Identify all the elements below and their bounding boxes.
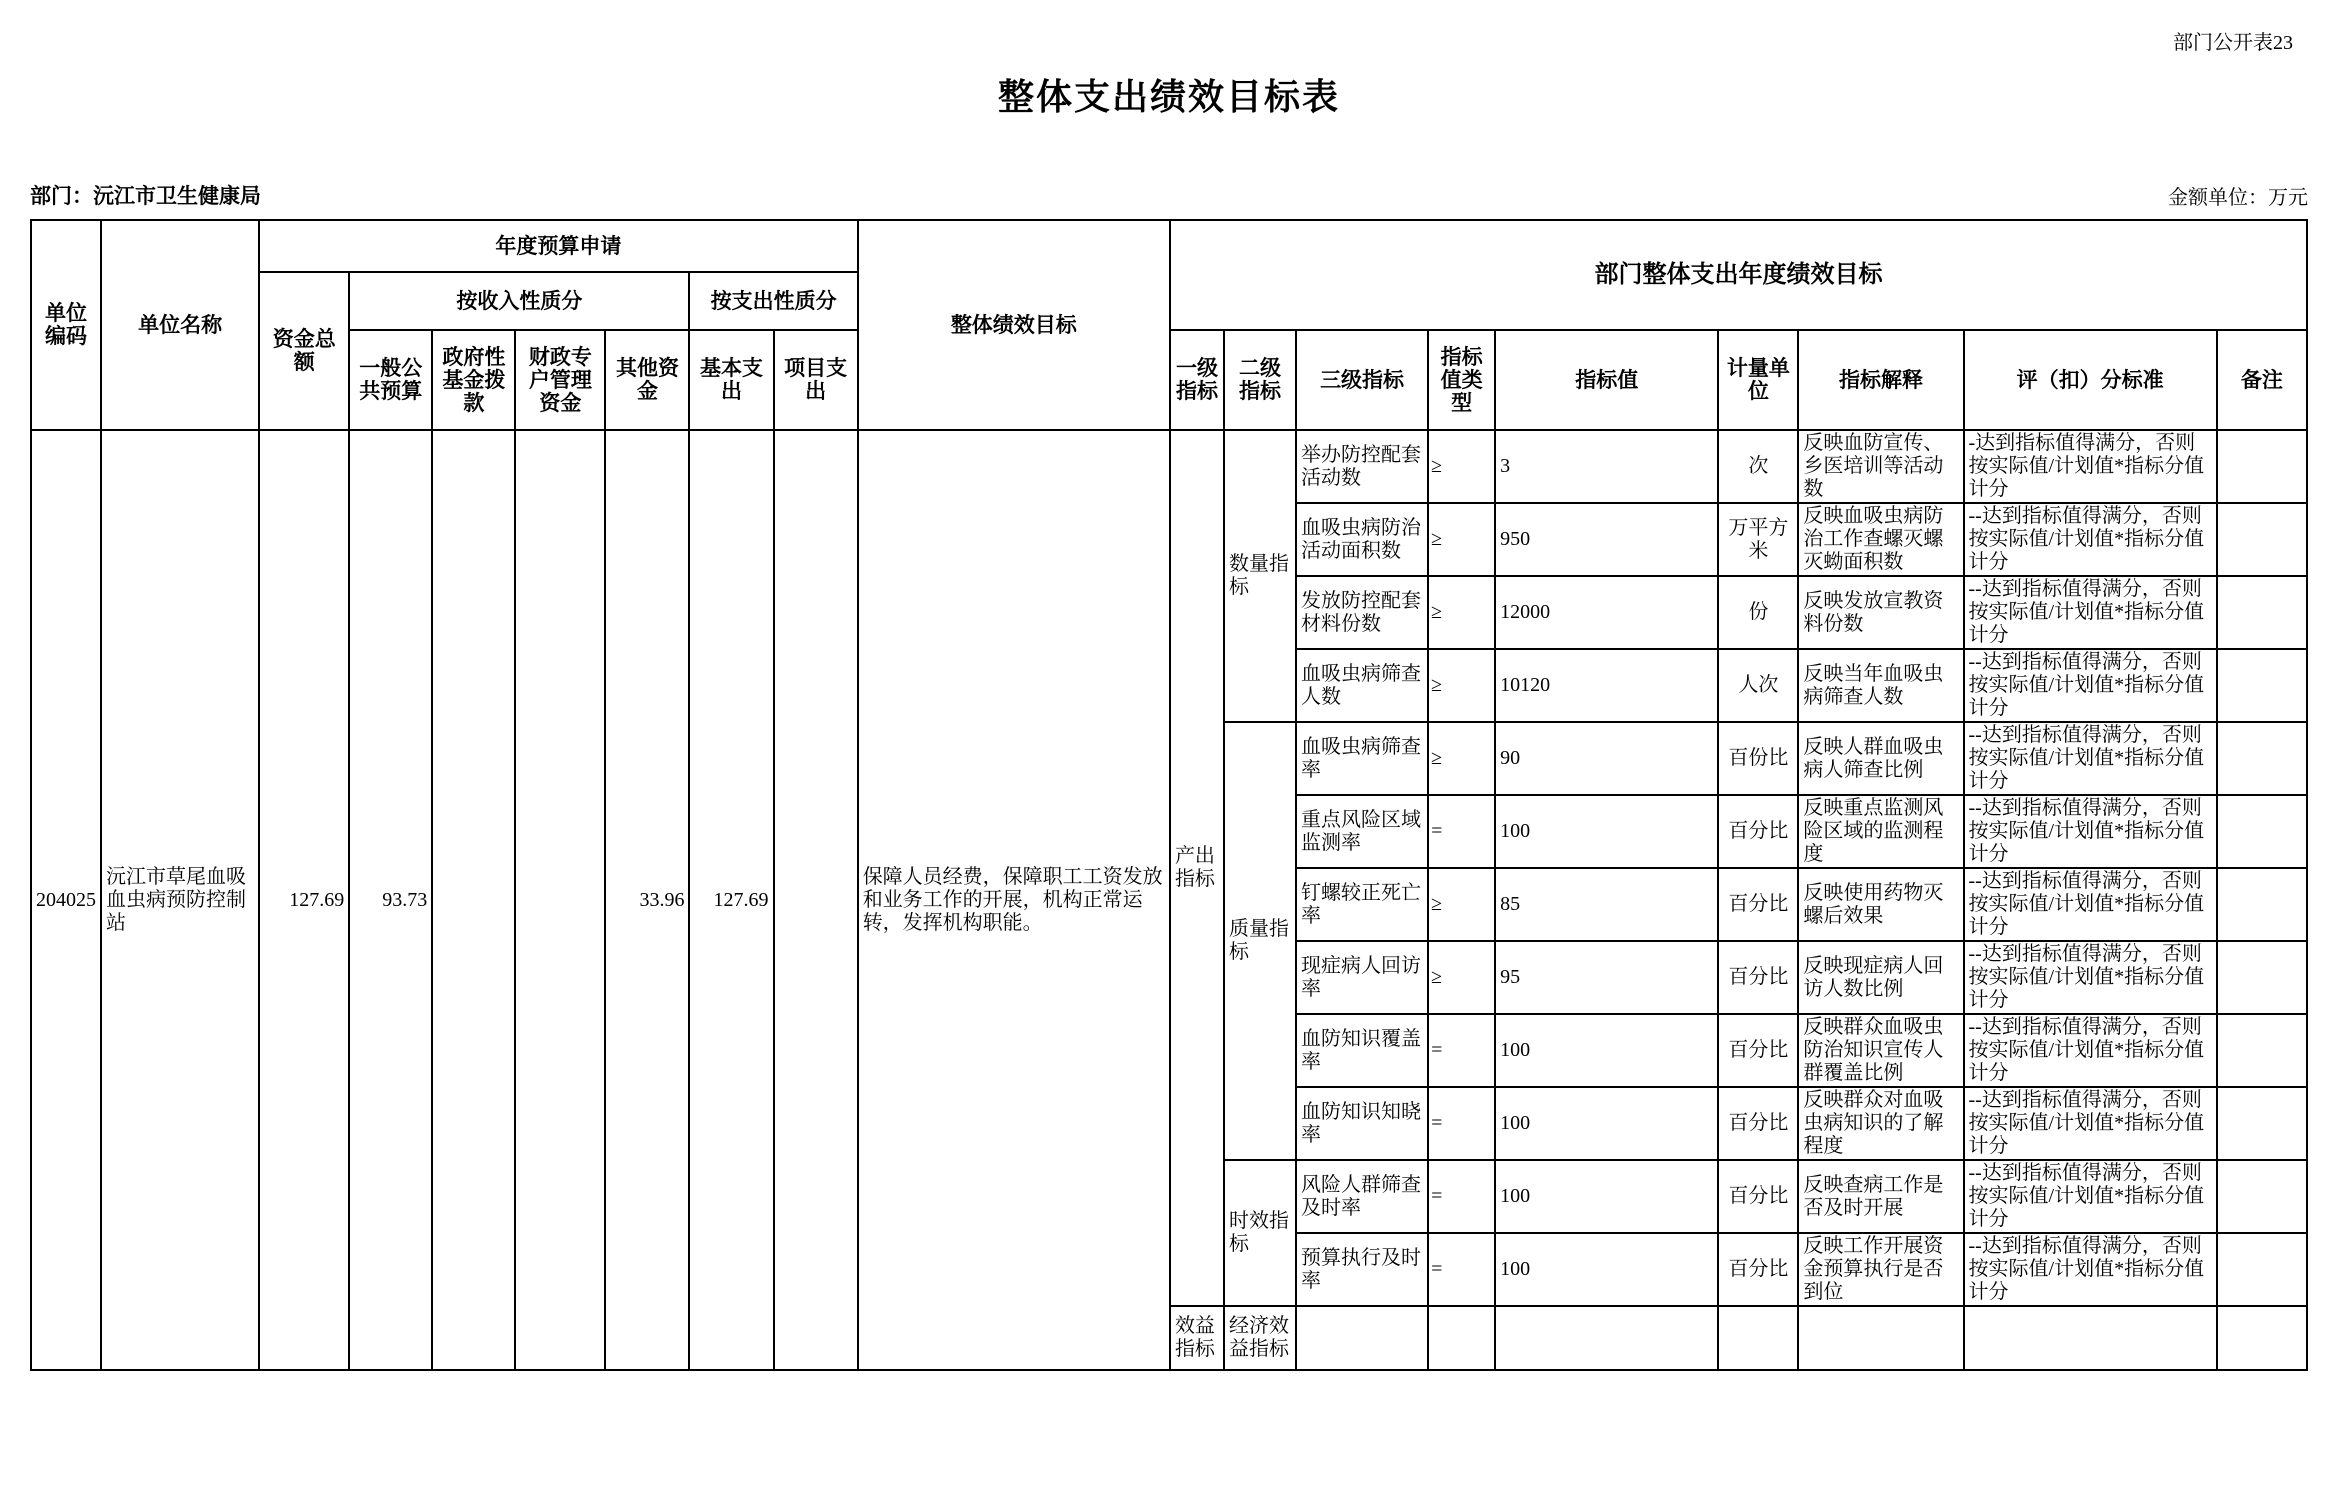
indicator-explain: 反映查病工作是否及时开展 <box>1798 1160 1963 1233</box>
indicator-type: ≥ <box>1428 503 1495 576</box>
indicator-name: 血防知识覆盖率 <box>1296 1014 1428 1087</box>
col-header-by-income: 按收入性质分 <box>349 272 689 330</box>
indicator-note <box>2217 795 2307 868</box>
indicator-value: 100 <box>1495 1014 1718 1087</box>
level2-economic-benefit-cell: 经济效益指标 <box>1224 1306 1296 1370</box>
indicator-note <box>2217 576 2307 649</box>
indicator-standard <box>1964 1306 2217 1370</box>
indicator-name: 血吸虫病筛查率 <box>1296 722 1428 795</box>
col-header-general-public-budget: 一般公共预算 <box>349 330 432 430</box>
indicator-type: ≥ <box>1428 722 1495 795</box>
indicator-explain: 反映血防宣传、乡医培训等活动数 <box>1798 430 1963 503</box>
indicator-note <box>2217 1087 2307 1160</box>
col-header-overall-goal: 整体绩效目标 <box>858 220 1170 430</box>
indicator-name: 血吸虫病筛查人数 <box>1296 649 1428 722</box>
indicator-explain: 反映血吸虫病防治工作查螺灭螺灭蚴面积数 <box>1798 503 1963 576</box>
indicator-type: = <box>1428 1160 1495 1233</box>
department-label: 部门：沅江市卫生健康局 <box>30 184 261 208</box>
sheet-label: 部门公开表23 <box>2173 32 2293 54</box>
indicator-unit: 人次 <box>1718 649 1798 722</box>
col-header-annual-budget: 年度预算申请 <box>259 220 858 272</box>
indicator-name <box>1296 1306 1428 1370</box>
indicator-standard: --达到指标值得满分，否则按实际值/计划值*指标分值计分 <box>1964 1233 2217 1306</box>
indicator-unit: 百分比 <box>1718 1014 1798 1087</box>
indicator-name: 风险人群筛查及时率 <box>1296 1160 1428 1233</box>
indicator-name: 发放防控配套材料份数 <box>1296 576 1428 649</box>
indicator-value: 100 <box>1495 1160 1718 1233</box>
indicator-unit: 百分比 <box>1718 795 1798 868</box>
indicator-note <box>2217 649 2307 722</box>
indicator-note <box>2217 1306 2307 1370</box>
indicator-note <box>2217 503 2307 576</box>
indicator-type: = <box>1428 795 1495 868</box>
indicator-note <box>2217 1233 2307 1306</box>
indicator-name: 血防知识知晓率 <box>1296 1087 1428 1160</box>
indicator-name: 举办防控配套活动数 <box>1296 430 1428 503</box>
indicator-note <box>2217 1014 2307 1087</box>
indicator-value: 950 <box>1495 503 1718 576</box>
total-funds-cell: 127.69 <box>259 430 349 1370</box>
indicator-standard: -达到指标值得满分，否则按实际值/计划值*指标分值计分 <box>1964 430 2217 503</box>
indicator-standard: --达到指标值得满分，否则按实际值/计划值*指标分值计分 <box>1964 941 2217 1014</box>
indicator-standard: --达到指标值得满分，否则按实际值/计划值*指标分值计分 <box>1964 1014 2217 1087</box>
indicator-name: 现症病人回访率 <box>1296 941 1428 1014</box>
col-header-explain: 指标解释 <box>1798 330 1963 430</box>
header-row-1 <box>31 220 2307 272</box>
indicator-explain: 反映群众血吸虫防治知识宣传人群覆盖比例 <box>1798 1014 1963 1087</box>
col-header-dept-annual-goal: 部门整体支出年度绩效目标 <box>1170 220 2307 330</box>
col-header-unit-name: 单位名称 <box>101 220 259 430</box>
indicator-note <box>2217 430 2307 503</box>
indicator-type: ≥ <box>1428 649 1495 722</box>
indicator-value: 90 <box>1495 722 1718 795</box>
indicator-value: 95 <box>1495 941 1718 1014</box>
indicator-explain: 反映重点监测风险区域的监测程度 <box>1798 795 1963 868</box>
indicator-unit: 份 <box>1718 576 1798 649</box>
indicator-row <box>31 430 2307 503</box>
indicator-explain: 反映发放宣教资料份数 <box>1798 576 1963 649</box>
performance-table <box>30 219 2308 1371</box>
indicator-note <box>2217 941 2307 1014</box>
project-expenditure-cell <box>774 430 858 1370</box>
indicator-unit: 百份比 <box>1718 722 1798 795</box>
basic-expenditure-cell: 127.69 <box>689 430 773 1370</box>
col-header-other-funds: 其他资金 <box>605 330 689 430</box>
col-header-basic-expenditure: 基本支出 <box>689 330 773 430</box>
page-title: 整体支出绩效目标表 <box>997 77 1340 117</box>
other-funds-cell: 33.96 <box>605 430 689 1370</box>
indicator-standard: --达到指标值得满分，否则按实际值/计划值*指标分值计分 <box>1964 503 2217 576</box>
col-header-fiscal-account: 财政专户管理资金 <box>515 330 605 430</box>
col-header-measure-unit: 计量单位 <box>1718 330 1798 430</box>
indicator-explain: 反映人群血吸虫病人筛查比例 <box>1798 722 1963 795</box>
gov-fund-cell <box>432 430 515 1370</box>
indicator-name: 钉螺较正死亡率 <box>1296 868 1428 941</box>
indicator-standard: --达到指标值得满分，否则按实际值/计划值*指标分值计分 <box>1964 795 2217 868</box>
col-header-project-expenditure: 项目支出 <box>774 330 858 430</box>
amount-unit-label: 金额单位：万元 <box>2168 187 2308 209</box>
col-header-unit-code: 单位编码 <box>31 220 101 430</box>
indicator-type: ≥ <box>1428 868 1495 941</box>
indicator-name: 预算执行及时率 <box>1296 1233 1428 1306</box>
indicator-standard: --达到指标值得满分，否则按实际值/计划值*指标分值计分 <box>1964 722 2217 795</box>
col-header-total-funds: 资金总额 <box>259 272 349 430</box>
indicator-unit: 百分比 <box>1718 868 1798 941</box>
indicator-explain: 反映群众对血吸虫病知识的了解程度 <box>1798 1087 1963 1160</box>
indicator-standard: --达到指标值得满分，否则按实际值/计划值*指标分值计分 <box>1964 1160 2217 1233</box>
unit-name-cell: 沅江市草尾血吸血虫病预防控制站 <box>101 430 259 1370</box>
col-header-value: 指标值 <box>1495 330 1718 430</box>
indicator-name: 血吸虫病防治活动面积数 <box>1296 503 1428 576</box>
indicator-unit: 万平方米 <box>1718 503 1798 576</box>
unit-code-cell: 204025 <box>31 430 101 1370</box>
col-header-level1: 一级指标 <box>1170 330 1224 430</box>
col-header-note: 备注 <box>2217 330 2307 430</box>
indicator-value: 10120 <box>1495 649 1718 722</box>
indicator-note <box>2217 1160 2307 1233</box>
level2-quality-cell: 质量指标 <box>1224 722 1296 1160</box>
indicator-type: = <box>1428 1087 1495 1160</box>
indicator-type: ≥ <box>1428 430 1495 503</box>
indicator-type: = <box>1428 1233 1495 1306</box>
indicator-note <box>2217 868 2307 941</box>
overall-goal-cell: 保障人员经费，保障职工工资发放和业务工作的开展，机构正常运转，发挥机构职能。 <box>858 430 1170 1370</box>
level2-quantity-cell: 数量指标 <box>1224 430 1296 722</box>
col-header-level2: 二级指标 <box>1224 330 1296 430</box>
indicator-standard: --达到指标值得满分，否则按实际值/计划值*指标分值计分 <box>1964 576 2217 649</box>
indicator-unit: 次 <box>1718 430 1798 503</box>
indicator-value: 85 <box>1495 868 1718 941</box>
indicator-unit: 百分比 <box>1718 1087 1798 1160</box>
level1-output-cell: 产出指标 <box>1170 430 1224 1306</box>
indicator-type: ≥ <box>1428 576 1495 649</box>
general-public-budget-cell: 93.73 <box>349 430 432 1370</box>
indicator-unit: 百分比 <box>1718 1160 1798 1233</box>
indicator-value: 100 <box>1495 1087 1718 1160</box>
indicator-explain: 反映工作开展资金预算执行是否到位 <box>1798 1233 1963 1306</box>
indicator-explain: 反映现症病人回访人数比例 <box>1798 941 1963 1014</box>
indicator-explain <box>1798 1306 1963 1370</box>
indicator-name: 重点风险区域监测率 <box>1296 795 1428 868</box>
indicator-explain: 反映当年血吸虫病筛查人数 <box>1798 649 1963 722</box>
col-header-scoring: 评（扣）分标准 <box>1964 330 2217 430</box>
indicator-unit: 百分比 <box>1718 941 1798 1014</box>
indicator-type <box>1428 1306 1495 1370</box>
fiscal-account-cell <box>515 430 605 1370</box>
indicator-value: 100 <box>1495 795 1718 868</box>
meta-row <box>30 180 2308 210</box>
indicator-standard: --达到指标值得满分，否则按实际值/计划值*指标分值计分 <box>1964 649 2217 722</box>
col-header-value-type: 指标值类型 <box>1428 330 1495 430</box>
indicator-standard: --达到指标值得满分，否则按实际值/计划值*指标分值计分 <box>1964 1087 2217 1160</box>
indicator-unit: 百分比 <box>1718 1233 1798 1306</box>
indicator-value: 12000 <box>1495 576 1718 649</box>
indicator-value: 3 <box>1495 430 1718 503</box>
indicator-type: = <box>1428 1014 1495 1087</box>
indicator-standard: --达到指标值得满分，否则按实际值/计划值*指标分值计分 <box>1964 868 2217 941</box>
indicator-value <box>1495 1306 1718 1370</box>
level2-timeliness-cell: 时效指标 <box>1224 1160 1296 1306</box>
header-row-3 <box>31 330 2307 430</box>
level1-benefit-cell: 效益指标 <box>1170 1306 1224 1370</box>
col-header-gov-fund: 政府性基金拨款 <box>432 330 515 430</box>
col-header-level3: 三级指标 <box>1296 330 1428 430</box>
indicator-unit <box>1718 1306 1798 1370</box>
indicator-value: 100 <box>1495 1233 1718 1306</box>
indicator-type: ≥ <box>1428 941 1495 1014</box>
indicator-explain: 反映使用药物灭螺后效果 <box>1798 868 1963 941</box>
col-header-by-expenditure: 按支出性质分 <box>689 272 857 330</box>
indicator-note <box>2217 722 2307 795</box>
